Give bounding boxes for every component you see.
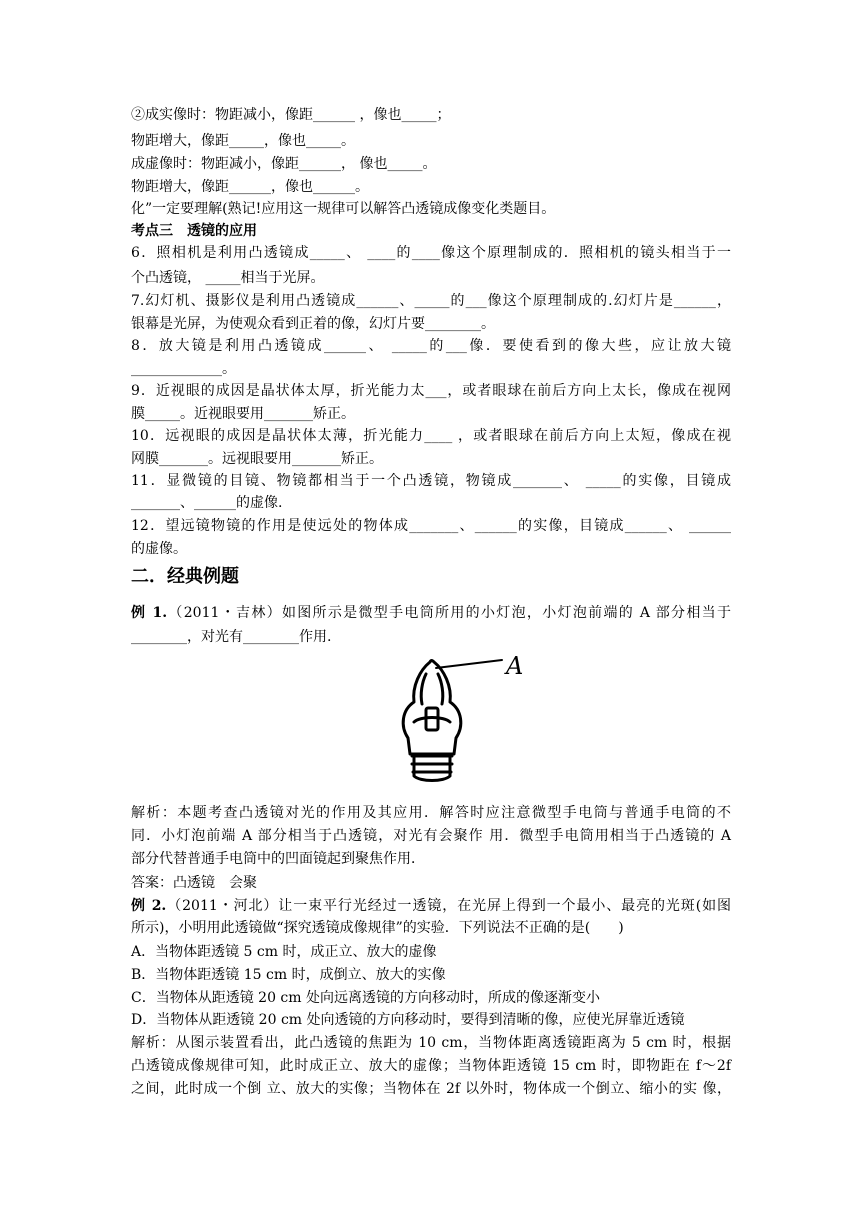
answer-line: 答案：凸透镜 会聚 bbox=[131, 875, 257, 891]
example-1-line-2: ________，对光有________作用. bbox=[131, 629, 332, 645]
text-line: 6．照相机是利用凸透镜成_____、 ____的____像这个原理制成的．照相机的镜头相当于一 bbox=[131, 245, 731, 261]
analysis-line: 同．小灯泡前端 A 部分相当于凸透镜，对光有会聚作 用．微型手电筒用相当于凸透镜的 A bbox=[131, 828, 731, 844]
analysis-line: 之间，此时成一个倒 立、放大的实像；当物体在 2f 以外时，物体成一个倒立、缩小的实 像， bbox=[131, 1081, 731, 1097]
text-line: 网膜_______。远视眼要用_______矫正。 bbox=[131, 451, 383, 467]
option-a: A．当物体距透镜 5 cm 时，成正立、放大的虚像 bbox=[131, 944, 437, 960]
base-bottom bbox=[414, 756, 450, 781]
text-line: 的虚像。 bbox=[131, 541, 187, 557]
subsection-title: 考点三 透镜的应用 bbox=[131, 223, 257, 239]
text-line: 10．远视眼的成因是晶状体太薄，折光能力____ ，或者眼球在前后方向上太短，像成在视 bbox=[131, 428, 731, 444]
analysis-line: 部分代替普通手电筒中的凹面镜起到聚焦作用． bbox=[131, 851, 425, 867]
lens-tip-outline bbox=[421, 674, 443, 704]
text-line: 物距增大，像距______，像也______。 bbox=[131, 179, 369, 195]
option-b: B．当物体距透镜 15 cm 时，成倒立、放大的实像 bbox=[131, 967, 446, 983]
text-line: _____________。 bbox=[131, 361, 236, 377]
option-d: D．当物体从距透镜 20 cm 处向透镜的方向移动时，要得到清晰的像，应使光屏靠近透镜 bbox=[131, 1012, 685, 1028]
text-line: 膜_____。近视眼要用_______矫正。 bbox=[131, 406, 355, 422]
analysis-line: 解析：从图示装置看出，此凸透镜的焦距为 10 cm，当物体距离透镜距离为 5 cm 时，根据 bbox=[131, 1035, 731, 1051]
option-c: C．当物体从距透镜 20 cm 处向远离透镜的方向移动时，所成的像逐渐变小 bbox=[131, 990, 600, 1006]
figure-label-a: A bbox=[506, 652, 524, 680]
pointer-line bbox=[436, 660, 502, 668]
text-line: 银幕是光屏，为使观众看到正着的像，幻灯片要________。 bbox=[131, 316, 495, 332]
example-1-label: 例 1. bbox=[131, 605, 168, 621]
text-line: 成虚像时：物距减小，像距______， 像也_____。 bbox=[131, 156, 437, 172]
text-line: 9．近视眼的成因是晶状体太厚，折光能力太___，或者眼球在前后方向上太长，像成在视网 bbox=[131, 383, 731, 399]
analysis-line: 凸透镜成像规律可知，此时成正立、放大的虚像；当物体距透镜 15 cm 时，即物距在 f～2f bbox=[131, 1058, 731, 1074]
example-1-text: （2011・吉林）如图所示是微型手电筒所用的小灯泡，小灯泡前端的 A 部分相当于 bbox=[167, 605, 731, 621]
text-line: 个凸透镜， _____相当于光屏。 bbox=[131, 270, 325, 286]
text-line: ②成实像时：物距减小，像距______ ，像也_____； bbox=[131, 107, 451, 123]
analysis-line: 解析：本题考查凸透镜对光的作用及其应用．解答时应注意微型手电筒与普通手电筒的不 bbox=[131, 805, 731, 821]
text-line: 化”一定要理解(熟记!应用这一规律可以解答凸透镜成像变化类题目。 bbox=[131, 201, 556, 217]
text-line: 12．望远镜物镜的作用是使远处的物体成_______、______的实像，目镜成______、 ______ bbox=[131, 518, 731, 534]
example-2-text: （2011・河北）让一束平行光经过一透镜，在光屏上得到一个最小、最亮的光斑(如图 bbox=[166, 898, 731, 914]
inner-support bbox=[414, 718, 450, 723]
text-line: 8．放大镜是利用凸透镜成______、 _____的___像．要使看到的像大些，应让放大镜 bbox=[131, 338, 731, 354]
text-line: 7.幻灯机、摄影仪是利用凸透镜成______、_____的___像这个原理制成的.幻灯片是______， bbox=[131, 293, 731, 309]
light-bulb-figure bbox=[390, 652, 540, 784]
example-2-label: 例 2. bbox=[131, 898, 167, 914]
example-2-line-2: 所示)，小明用此透镜做“探究透镜成像规律”的实验．下列说法不正确的是( ) bbox=[131, 920, 624, 936]
example-2-line bbox=[131, 897, 731, 915]
text-line: 物距增大，像距_____，像也_____。 bbox=[131, 133, 355, 149]
example-1-line bbox=[131, 604, 731, 622]
text-line: 11．显微镜的目镜、物镜都相当于一个凸透镜，物镜成_______、 _____的实像，目镜成 bbox=[131, 473, 731, 489]
section-title: 二．经典例题 bbox=[131, 566, 239, 587]
text-line: _______、______的虚像. bbox=[131, 495, 283, 511]
